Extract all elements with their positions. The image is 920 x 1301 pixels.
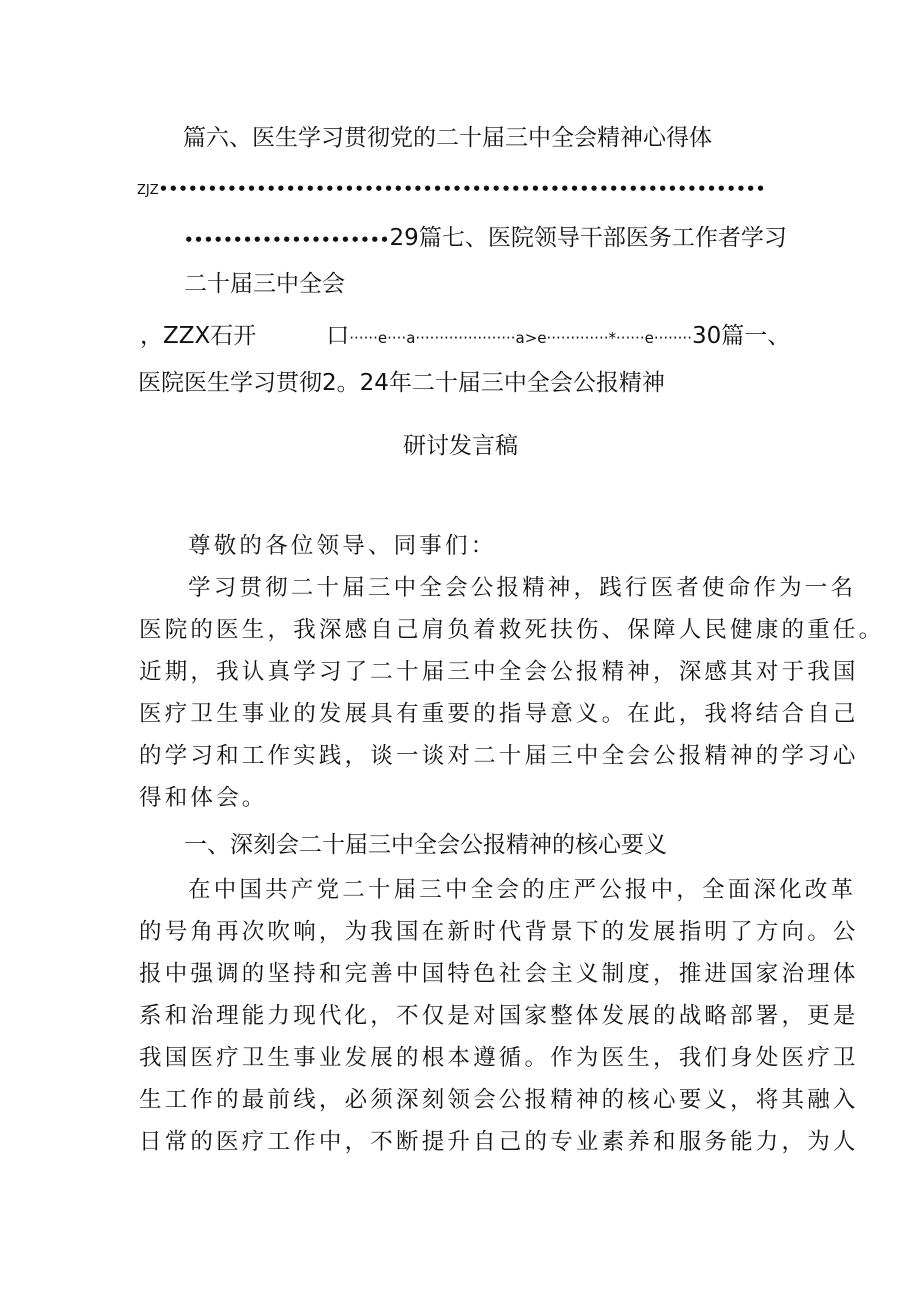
toc-garbled-prefix: ZJZ [137,183,159,198]
paragraph-1-line: 学习贯彻二十届三中全会公报精神，践行医者使命作为一名 [188,575,857,601]
toc-line-chapter6: 篇六、医生学习贯彻党的二十届三中全会精神心得体 [183,125,712,151]
toc-entry-text: 30篇一、 [691,323,791,349]
paragraph-2-line: 日常的医疗工作中，不断提升自己的专业素养和服务能力，为人 [139,1129,859,1155]
section-1-heading: 一、深刻会二十届三中全会公报精神的核心要义 [184,832,667,858]
paragraph-2-line: 在中国共产党二十届三中全会的庄严公报中，全面深化改革 [188,877,857,903]
toc-line-chapter1 [140,325,790,348]
toc-dot-leader: •••••••••••••••••••••••••••••••••••••••••••••••••••••••••••••• [158,180,766,198]
paragraph-2-line: 系和治理能力现代化，不仅是对国家整体发展的战略部署，更是 [139,1003,859,1029]
toc-line-leader-1 [137,181,765,197]
toc-garbled-prefix: ，ZZX石开 [140,323,257,349]
toc-dot-leader: ••••••••••••••••••••• [184,231,390,249]
paragraph-2-line: 报中强调的坚持和完善中国特色社会主义制度，推进国家治理体 [139,961,859,987]
document-title-line1: 医院医生学习贯彻2。24年二十届三中全会公报精神 [138,370,665,396]
toc-line-chapter7-cont: 二十届三中全会 [184,271,345,297]
toc-entry-text: 29篇七、医院领导干部医务工作者学习 [389,225,787,251]
greeting: 尊敬的各位领导、同事们： [188,533,497,559]
document-title-line2: 研讨发言稿 [403,433,518,459]
toc-dot-leader: ······e····a·····················a>e·············*······e········ [349,329,692,347]
paragraph-2-line: 我国医疗卫生事业发展的根本遵循。作为医生，我们身处医疗卫 [139,1045,859,1071]
paragraph-1-line: 的学习和工作实践，谈一谈对二十届三中全会公报精神的学习心 [139,743,859,769]
paragraph-1-line: 医院的医生，我深感自己肩负着救死扶伤、保障人民健康的重任。 [139,617,885,643]
paragraph-2-line: 生工作的最前线，必须深刻领会公报精神的核心要义，将其融入 [139,1087,859,1113]
paragraph-1-line: 得和体会。 [139,785,268,811]
paragraph-2-line: 的号角再次吹响，为我国在新时代背景下的发展指明了方向。公 [139,919,859,945]
toc-box-glyph: 口 [326,323,350,349]
paragraph-1-line: 近期，我认真学习了二十届三中全会公报精神，深感其对于我国 [139,659,859,685]
paragraph-1-line: 医疗卫生事业的发展具有重要的指导意义。在此，我将结合自己 [139,701,859,727]
toc-line-chapter7 [184,227,787,250]
